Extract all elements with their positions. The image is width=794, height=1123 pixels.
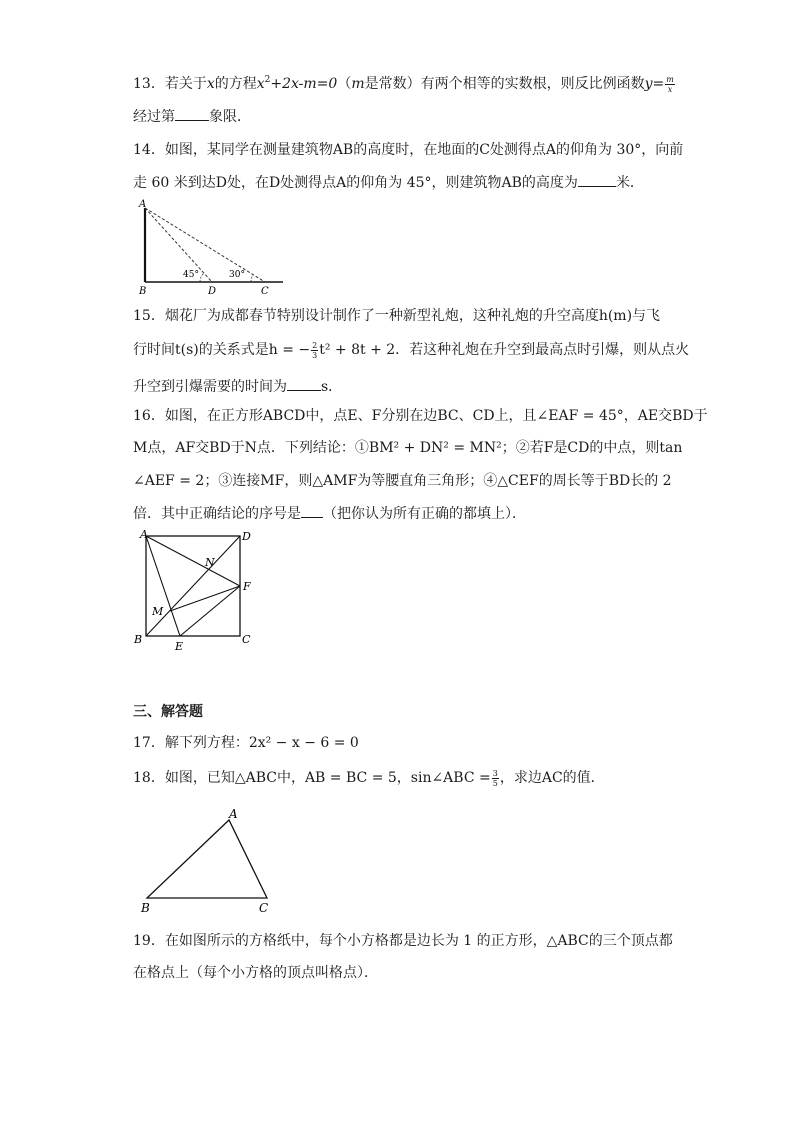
section-3-title: 三、解答题 (133, 704, 203, 720)
q13-line-1: 13．若关于x的方程$x^2+2x-m=0(m$是常数）有两个相等的实数根，则反比例函数y= $\frac{m}{x}$ (133, 74, 674, 94)
q16-line-1: 16．如图，在正方形ABCD中，点E、F分别在边BC、CD上，且∠EAF = 45°，AE交BD于 (133, 408, 708, 424)
q19-line-2: 在格点上（每个小方格的顶点叫格点）． (133, 965, 378, 981)
q15-fraction: $\frac{2}{3}$ (312, 340, 318, 360)
label-m: M (152, 605, 164, 618)
label-c: C (259, 901, 269, 915)
q14-answer-blank[interactable] (578, 172, 616, 187)
angle-label-45: 45° (183, 270, 199, 280)
q17-line: 17．解下列方程：2x² − x − 6 = 0 (133, 735, 359, 751)
q16-line-3: ∠AEF = 2；③连接MF，则△AMF为等腰直角三角形；④△CEF的周长等于BD长的 2 (133, 473, 672, 489)
q18-line: 18．如图，已知△ABC中，AB = BC = 5，sin∠ABC = $\frac{3}{5}$ ，求边AC的值． (133, 768, 605, 788)
angle-arc-30 (251, 275, 253, 282)
q15-answer-blank[interactable] (287, 376, 321, 391)
q18-figure (133, 800, 283, 920)
label-a: A (140, 528, 148, 541)
q13-fraction: $\frac{m}{x}$ (666, 74, 674, 94)
label-b: B (141, 901, 150, 915)
q16-answer-blank[interactable] (301, 503, 323, 518)
label-b: B (139, 286, 147, 297)
label-d: D (242, 530, 251, 543)
q15-line-1: 15．烟花厂为成都春节特别设计制作了一种新型礼炮，这种礼炮的升空高度h(m)与飞 (133, 308, 661, 324)
diagonal-bd (146, 536, 240, 636)
angle-arc-45 (200, 273, 204, 282)
sightline-ac (145, 208, 265, 282)
label-c: C (242, 633, 251, 646)
label-n: N (205, 556, 215, 569)
q16-line-2: M点，AF交BD于N点．下列结论：①BM² + DN² = MN²；②若F是CD的中点，则tan (133, 440, 683, 456)
q16-line-4: 倍．其中正确结论的序号是 （把你认为所有正确的都填上）． (133, 503, 526, 524)
angle-label-30: 30° (229, 270, 245, 280)
triangle-abc (147, 820, 267, 898)
label-d: D (208, 286, 217, 297)
q13-answer-blank[interactable] (175, 106, 209, 121)
q16-figure (128, 526, 268, 654)
label-a: A (229, 807, 238, 821)
segment-ef (180, 586, 240, 636)
q14-line-2: 走 60 米到达D处，在D处测得点A的仰角为 45°，则建筑物AB的高度为 米． (133, 172, 644, 193)
q19-line-1: 19．在如图所示的方格纸中，每个小方格都是边长为 1 的正方形，△ABC的三个顶点都 (133, 933, 673, 949)
q15-line-2: 行时间t(s)的关系式是h = − $\frac{2}{3}$ t² + 8t + 2．若这种礼炮在升空到最高点时引爆，则从点火 (133, 340, 690, 360)
label-c: C (261, 286, 269, 297)
label-f: F (243, 580, 251, 593)
q14-line-1: 14．如图，某同学在测量建筑物AB的高度时，在地面的C处测得点A的仰角为 30°，向前 (133, 142, 684, 158)
label-b: B (134, 633, 143, 646)
label-e: E (175, 640, 184, 653)
q14-figure (133, 196, 293, 300)
q15-line-3: 升空到引爆需要的时间为 s． (133, 376, 342, 397)
label-a: A (139, 199, 147, 210)
sightline-ad (145, 208, 212, 282)
q13-line-2: 经过第 象限． (133, 106, 251, 127)
q18-fraction: $\frac{3}{5}$ (492, 768, 498, 788)
